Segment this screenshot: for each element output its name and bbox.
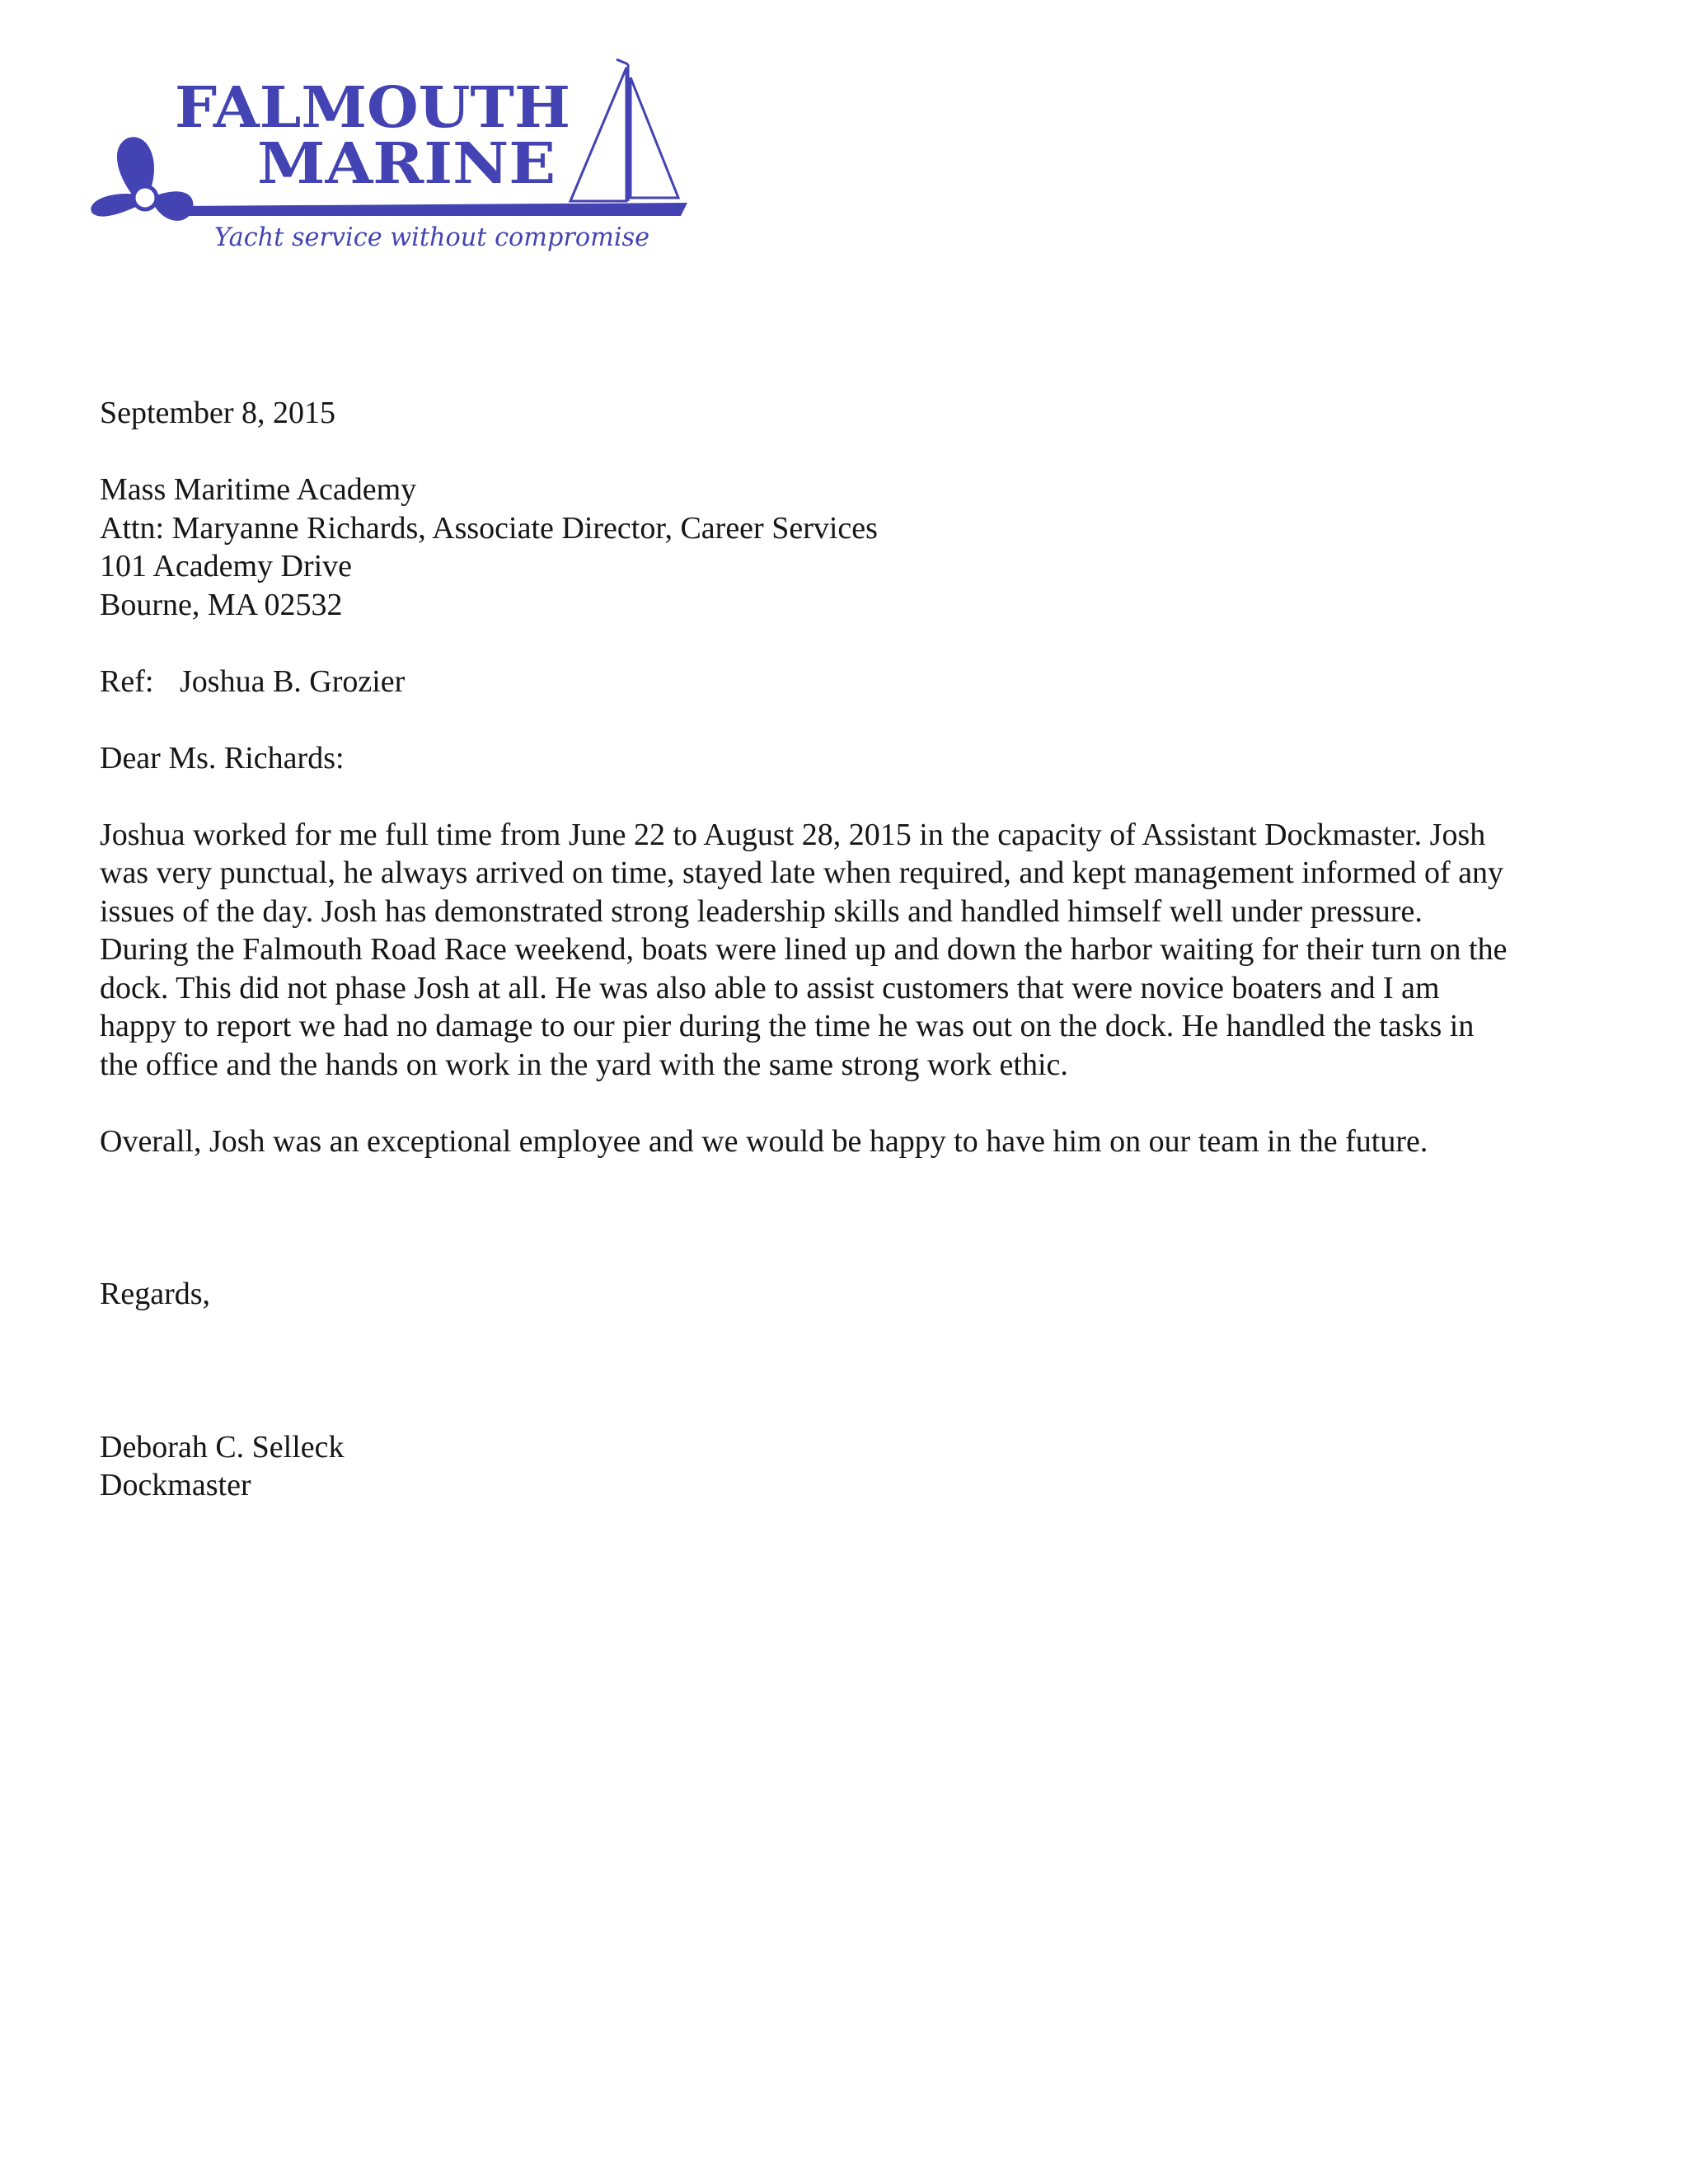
body-line: the office and the hands on work in the yard with the same strong work ethic.	[100, 1047, 1068, 1082]
salutation: Dear Ms. Richards:	[100, 740, 345, 776]
signer-title: Dockmaster	[100, 1468, 251, 1502]
recipient-address	[100, 471, 1608, 624]
reference-line	[100, 663, 1608, 701]
letter-body	[100, 394, 1608, 1505]
letter-date: September 8, 2015	[100, 396, 336, 430]
recipient-attn: Attn: Maryanne Richards, Associate Director, Career Services	[100, 510, 878, 546]
logo-bar	[180, 203, 687, 216]
propeller-icon	[91, 138, 193, 221]
closing: Regards,	[100, 1277, 211, 1311]
letterhead-logo	[82, 56, 692, 262]
body-line: Joshua worked for me full time from June 22 to August 28, 2015 in the capacity of Assistant Dockmaster. Josh	[100, 817, 1486, 852]
body-line: During the Falmouth Road Race weekend, boats were lined up and down the harbor waiting for their turn on the	[100, 932, 1507, 967]
body-line: was very punctual, he always arrived on time, stayed late when required, and kept management informed of any	[100, 855, 1504, 890]
body-line: happy to report we had no damage to our pier during the time he was out on the dock. He handled the tasks in	[100, 1009, 1475, 1043]
company-name-line1: FALMOUTH	[175, 75, 570, 141]
recipient-org: Mass Maritime Academy	[100, 472, 417, 507]
signer-name: Deborah C. Selleck	[100, 1429, 345, 1465]
body-line: issues of the day. Josh has demonstrated strong leadership skills and handled himself well under pressure.	[100, 893, 1423, 929]
body-line: dock. This did not phase Josh at all. He was also able to assist customers that were novice boaters and I am	[100, 970, 1440, 1005]
body-paragraph	[100, 816, 1608, 1085]
sailboat-icon	[570, 59, 678, 201]
company-tagline: Yacht service without compromise	[214, 223, 649, 252]
recipient-street: 101 Academy Drive	[100, 549, 353, 583]
reference-name: Joshua B. Grozier	[180, 663, 406, 699]
recipient-city: Bourne, MA 02532	[100, 587, 343, 622]
company-name-line2: MARINE	[257, 131, 556, 197]
closing-paragraph: Overall, Josh was an exceptional employee and we would be happy to have him on our team in the future.	[100, 1123, 1428, 1159]
reference-label: Ref:	[100, 663, 154, 699]
